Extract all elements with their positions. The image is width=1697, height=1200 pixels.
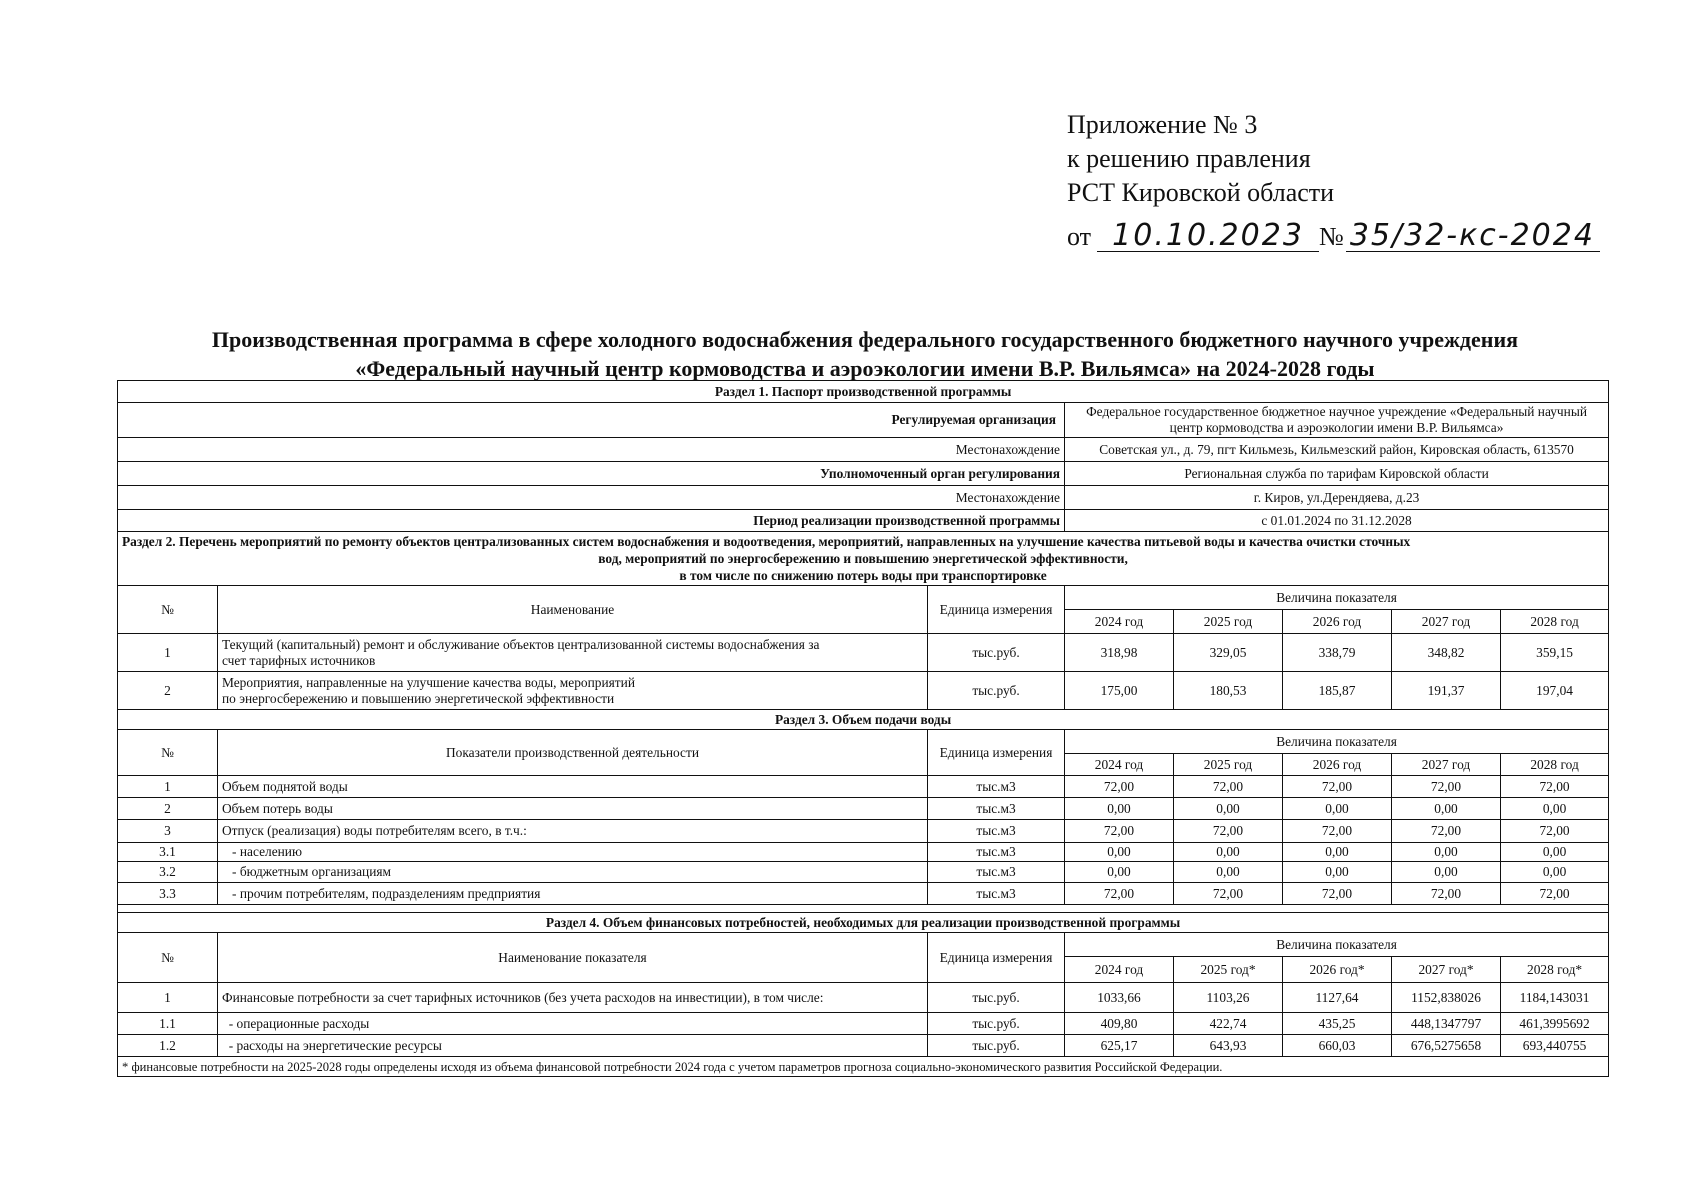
decision-date: 10.10.2023 bbox=[1097, 221, 1319, 252]
s3-col-value: Величина показателя bbox=[1065, 730, 1609, 754]
from-prefix: от bbox=[1067, 222, 1092, 251]
row-value: 0,00 bbox=[1065, 843, 1174, 862]
row-no: 3.3 bbox=[118, 883, 218, 905]
row-name: Финансовые потребности за счет тарифных источников (без учета расходов на инвестиции), в том числе: bbox=[218, 983, 928, 1013]
s3-col-no: № bbox=[118, 730, 218, 776]
row-value: 72,00 bbox=[1501, 883, 1609, 905]
row-no: 3.1 bbox=[118, 843, 218, 862]
row-value: 72,00 bbox=[1392, 820, 1501, 843]
row-unit: тыс.м3 bbox=[928, 776, 1065, 798]
table-row bbox=[118, 843, 1609, 862]
regulated-org-value: Федеральное государственное бюджетное научное учреждение «Федеральный научный центр кормоводства и аэроэкологии имени В.Р. Вильямса» bbox=[1065, 403, 1609, 438]
row-no: 1 bbox=[118, 983, 218, 1013]
s2-year: 2028 год bbox=[1501, 610, 1609, 634]
row-value: 1103,26 bbox=[1174, 983, 1283, 1013]
row-value: 338,79 bbox=[1283, 634, 1392, 672]
row-value: 0,00 bbox=[1501, 798, 1609, 820]
row-value: 72,00 bbox=[1392, 776, 1501, 798]
s2-col-no: № bbox=[118, 586, 218, 634]
row-name bbox=[218, 672, 928, 710]
table-row bbox=[118, 983, 1609, 1013]
row-unit: тыс.руб. bbox=[928, 672, 1065, 710]
row-value: 72,00 bbox=[1501, 776, 1609, 798]
section3-header: Раздел 3. Объем подачи воды bbox=[118, 710, 1609, 730]
row-value: 0,00 bbox=[1283, 862, 1392, 883]
table-row bbox=[118, 776, 1609, 798]
row-name bbox=[218, 634, 928, 672]
row-value: 0,00 bbox=[1392, 798, 1501, 820]
footnote: * финансовые потребности на 2025-2028 годы определены исходя из объема финансовой потребности 2024 года с учетом параметров прогноза социально-экономического развития Российской Федерации. bbox=[118, 1057, 1609, 1077]
row-value: 0,00 bbox=[1501, 862, 1609, 883]
row-value: 191,37 bbox=[1392, 672, 1501, 710]
row-value: 0,00 bbox=[1392, 843, 1501, 862]
row-name-line-2: по энергосбережению и повышению энергетической эффективности bbox=[222, 690, 615, 706]
row-value: 72,00 bbox=[1174, 820, 1283, 843]
row-value: 422,74 bbox=[1174, 1013, 1283, 1035]
s2-year: 2024 год bbox=[1065, 610, 1174, 634]
spacer-row bbox=[118, 905, 1609, 913]
row-name: - населению bbox=[218, 843, 928, 862]
s4-col-unit: Единица измерения bbox=[928, 933, 1065, 983]
table-row bbox=[118, 1035, 1609, 1057]
row-name-line-1: Мероприятия, направленные на улучшение качества воды, мероприятий bbox=[222, 674, 635, 690]
row-value: 448,1347797 bbox=[1392, 1013, 1501, 1035]
row-value: 348,82 bbox=[1392, 634, 1501, 672]
authority-location-value: г. Киров, ул.Дерендяева, д.23 bbox=[1065, 486, 1609, 510]
row-value: 185,87 bbox=[1283, 672, 1392, 710]
row-name: Отпуск (реализация) воды потребителям всего, в т.ч.: bbox=[218, 820, 928, 843]
row-value: 72,00 bbox=[1065, 820, 1174, 843]
row-value: 1152,838026 bbox=[1392, 983, 1501, 1013]
row-no: 1.1 bbox=[118, 1013, 218, 1035]
s4-year: 2028 год* bbox=[1501, 957, 1609, 983]
row-value: 676,5275658 bbox=[1392, 1035, 1501, 1057]
row-name: - бюджетным организациям bbox=[218, 862, 928, 883]
row-name-line-2: счет тарифных источников bbox=[222, 652, 376, 668]
s3-year: 2026 год bbox=[1283, 754, 1392, 776]
row-value: 1184,143031 bbox=[1501, 983, 1609, 1013]
annex-header bbox=[1067, 108, 1600, 254]
row-unit: тыс.м3 bbox=[928, 820, 1065, 843]
org-location-label: Местонахождение bbox=[118, 438, 1065, 462]
section4-header: Раздел 4. Объем финансовых потребностей, необходимых для реализации производственной программы bbox=[118, 913, 1609, 933]
decision-number: 35/32-кс-2024 bbox=[1346, 221, 1600, 252]
row-value: 0,00 bbox=[1283, 843, 1392, 862]
row-value: 72,00 bbox=[1283, 883, 1392, 905]
row-no: 1 bbox=[118, 776, 218, 798]
section1-header: Раздел 1. Паспорт производственной программы bbox=[118, 381, 1609, 403]
row-value: 359,15 bbox=[1501, 634, 1609, 672]
row-value: 180,53 bbox=[1174, 672, 1283, 710]
row-value: 461,3995692 bbox=[1501, 1013, 1609, 1035]
row-value: 0,00 bbox=[1174, 862, 1283, 883]
row-value: 1127,64 bbox=[1283, 983, 1392, 1013]
number-prefix: № bbox=[1319, 222, 1344, 251]
row-value: 197,04 bbox=[1501, 672, 1609, 710]
row-value: 72,00 bbox=[1174, 776, 1283, 798]
annex-authority: РСТ Кировской области bbox=[1067, 178, 1335, 207]
row-value: 72,00 bbox=[1065, 883, 1174, 905]
s3-year: 2025 год bbox=[1174, 754, 1283, 776]
table-row bbox=[118, 634, 1609, 672]
table-row bbox=[118, 883, 1609, 905]
s4-col-no: № bbox=[118, 933, 218, 983]
decision-ref bbox=[1067, 220, 1600, 254]
s4-year: 2024 год bbox=[1065, 957, 1174, 983]
s2-year: 2026 год bbox=[1283, 610, 1392, 634]
table-row bbox=[118, 1013, 1609, 1035]
s2-col-value: Величина показателя bbox=[1065, 586, 1609, 610]
row-unit: тыс.м3 bbox=[928, 798, 1065, 820]
row-value: 0,00 bbox=[1065, 798, 1174, 820]
row-value: 72,00 bbox=[1065, 776, 1174, 798]
row-unit: тыс.руб. bbox=[928, 1035, 1065, 1057]
title-line-2: «Федеральный научный центр кормоводства и аэроэкологии имени В.Р. Вильямса» на 2024-2028 годы bbox=[355, 356, 1375, 381]
period-label: Период реализации производственной программы bbox=[118, 510, 1065, 532]
row-unit: тыс.руб. bbox=[928, 983, 1065, 1013]
row-value: 660,03 bbox=[1283, 1035, 1392, 1057]
table-row bbox=[118, 672, 1609, 710]
title-line-1: Производственная программа в сфере холодного водоснабжения федерального государственного бюджетного научного учреждения bbox=[211, 327, 1519, 352]
row-value: 329,05 bbox=[1174, 634, 1283, 672]
annex-decision: к решению правления bbox=[1067, 144, 1311, 173]
row-name: Объем поднятой воды bbox=[218, 776, 928, 798]
row-value: 0,00 bbox=[1283, 798, 1392, 820]
s2-col-unit: Единица измерения bbox=[928, 586, 1065, 634]
row-unit: тыс.м3 bbox=[928, 843, 1065, 862]
row-value: 0,00 bbox=[1501, 843, 1609, 862]
section4-rows bbox=[118, 983, 1609, 1057]
s3-col-name: Показатели производственной деятельности bbox=[218, 730, 928, 776]
row-value: 643,93 bbox=[1174, 1035, 1283, 1057]
section2-header-line-1: Раздел 2. Перечень мероприятий по ремонту объектов централизованных систем водоснабжения и водоотведения, мероприятий, направленных на улучшение качества питьевой воды и качества очистки сточных bbox=[122, 534, 1411, 549]
row-value: 693,440755 bbox=[1501, 1035, 1609, 1057]
s2-col-name: Наименование bbox=[218, 586, 928, 634]
program-table bbox=[117, 380, 1609, 1077]
row-value: 435,25 bbox=[1283, 1013, 1392, 1035]
row-value: 72,00 bbox=[1174, 883, 1283, 905]
section2-header-line-3: в том числе по снижению потерь воды при транспортировке bbox=[679, 568, 1047, 583]
s4-year: 2027 год* bbox=[1392, 957, 1501, 983]
table-row bbox=[118, 798, 1609, 820]
row-no: 1 bbox=[118, 634, 218, 672]
section3-rows bbox=[118, 776, 1609, 905]
row-no: 3 bbox=[118, 820, 218, 843]
row-value: 0,00 bbox=[1174, 798, 1283, 820]
row-value: 0,00 bbox=[1065, 862, 1174, 883]
row-unit: тыс.м3 bbox=[928, 883, 1065, 905]
row-name: Объем потерь воды bbox=[218, 798, 928, 820]
s3-year: 2028 год bbox=[1501, 754, 1609, 776]
row-value: 1033,66 bbox=[1065, 983, 1174, 1013]
annex-number: Приложение № 3 bbox=[1067, 110, 1258, 139]
row-no: 1.2 bbox=[118, 1035, 218, 1057]
s3-year: 2024 год bbox=[1065, 754, 1174, 776]
row-value: 175,00 bbox=[1065, 672, 1174, 710]
row-value: 72,00 bbox=[1283, 776, 1392, 798]
row-unit: тыс.руб. bbox=[928, 1013, 1065, 1035]
row-name-line-1: Текущий (капитальный) ремонт и обслуживание объектов централизованной системы водоснабжения за bbox=[222, 636, 820, 652]
regulated-org-label: Регулируемая организация bbox=[118, 403, 1065, 438]
org-location-value: Советская ул., д. 79, пгт Кильмезь, Кильмезский район, Кировская область, 613570 bbox=[1065, 438, 1609, 462]
table-row bbox=[118, 820, 1609, 843]
row-unit: тыс.руб. bbox=[928, 634, 1065, 672]
period-value: с 01.01.2024 по 31.12.2028 bbox=[1065, 510, 1609, 532]
row-value: 625,17 bbox=[1065, 1035, 1174, 1057]
s2-year: 2027 год bbox=[1392, 610, 1501, 634]
section2-header-line-2: вод, мероприятий по энергосбережению и повышению энергетической эффективности, bbox=[598, 551, 1128, 566]
row-value: 0,00 bbox=[1174, 843, 1283, 862]
authority-location-label: Местонахождение bbox=[118, 486, 1065, 510]
s3-col-unit: Единица измерения bbox=[928, 730, 1065, 776]
row-no: 2 bbox=[118, 798, 218, 820]
row-value: 0,00 bbox=[1392, 862, 1501, 883]
row-no: 3.2 bbox=[118, 862, 218, 883]
row-unit: тыс.м3 bbox=[928, 862, 1065, 883]
row-value: 318,98 bbox=[1065, 634, 1174, 672]
row-value: 72,00 bbox=[1392, 883, 1501, 905]
s4-year: 2025 год* bbox=[1174, 957, 1283, 983]
row-name: - прочим потребителям, подразделениям предприятия bbox=[218, 883, 928, 905]
row-name: - расходы на энергетические ресурсы bbox=[218, 1035, 928, 1057]
table-row bbox=[118, 862, 1609, 883]
row-no: 2 bbox=[118, 672, 218, 710]
s2-year: 2025 год bbox=[1174, 610, 1283, 634]
authority-label: Уполномоченный орган регулирования bbox=[118, 462, 1065, 486]
section2-header bbox=[118, 532, 1609, 586]
row-value: 72,00 bbox=[1283, 820, 1392, 843]
s4-col-name: Наименование показателя bbox=[218, 933, 928, 983]
s4-year: 2026 год* bbox=[1283, 957, 1392, 983]
row-value: 72,00 bbox=[1501, 820, 1609, 843]
authority-value: Региональная служба по тарифам Кировской области bbox=[1065, 462, 1609, 486]
s4-col-value: Величина показателя bbox=[1065, 933, 1609, 957]
row-value: 409,80 bbox=[1065, 1013, 1174, 1035]
document-title bbox=[120, 325, 1610, 383]
row-name: - операционные расходы bbox=[218, 1013, 928, 1035]
s3-year: 2027 год bbox=[1392, 754, 1501, 776]
